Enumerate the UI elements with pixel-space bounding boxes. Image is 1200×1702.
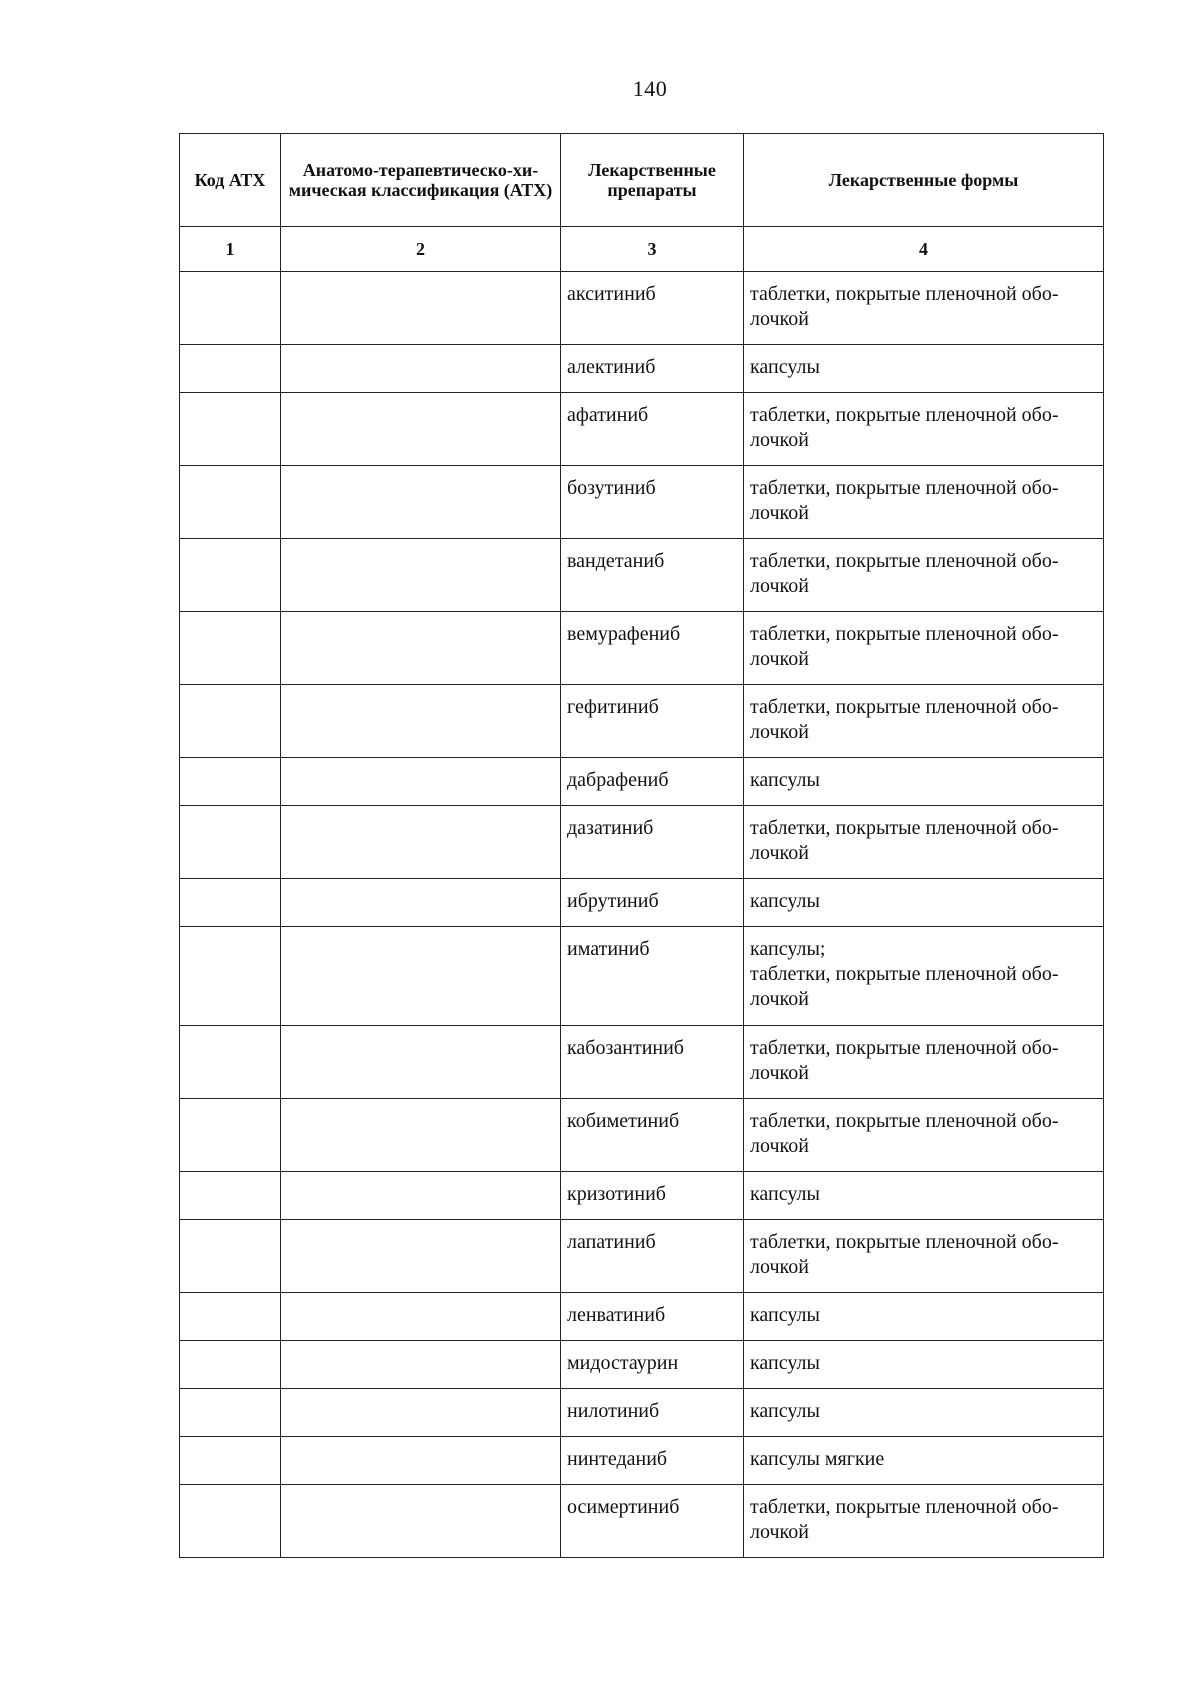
drug-name-cell: осимертиниб — [561, 1485, 744, 1558]
atc-classification-cell — [281, 685, 561, 758]
atc-code-cell — [180, 1172, 281, 1220]
dosage-form-cell: капсулы — [744, 758, 1104, 806]
table-row — [180, 272, 1104, 345]
column-number: 1 — [180, 227, 281, 272]
header-atc-classification: Анатомо-терапевтическо-хи-мическая классификация (АТХ) — [281, 134, 561, 227]
table-row — [180, 612, 1104, 685]
atc-classification-cell — [281, 539, 561, 612]
dosage-form-cell: таблетки, покрытые пленочной обо- лочкой — [744, 272, 1104, 345]
atc-classification-cell — [281, 927, 561, 1026]
table-row — [180, 1099, 1104, 1172]
drug-name-cell: иматиниб — [561, 927, 744, 1026]
table-row — [180, 879, 1104, 927]
atc-code-cell — [180, 927, 281, 1026]
table-row — [180, 1485, 1104, 1558]
dosage-form-cell: капсулы — [744, 1172, 1104, 1220]
drug-name-cell: акситиниб — [561, 272, 744, 345]
table-row — [180, 685, 1104, 758]
atc-code-cell — [180, 1389, 281, 1437]
dosage-form-cell: капсулы мягкие — [744, 1437, 1104, 1485]
dosage-form-cell: капсулы — [744, 1389, 1104, 1437]
drug-name-cell: кабозантиниб — [561, 1026, 744, 1099]
drug-name-cell: ибрутиниб — [561, 879, 744, 927]
dosage-form-cell: таблетки, покрытые пленочной обо- лочкой — [744, 466, 1104, 539]
page-number: 140 — [632, 76, 668, 101]
table-row — [180, 1341, 1104, 1389]
table-row — [180, 927, 1104, 1026]
dosage-form-cell: капсулы — [744, 1293, 1104, 1341]
drug-name-cell: дазатиниб — [561, 806, 744, 879]
atc-classification-cell — [281, 806, 561, 879]
drug-name-cell: кризотиниб — [561, 1172, 744, 1220]
drug-name-cell: алектиниб — [561, 345, 744, 393]
atc-code-cell — [180, 1099, 281, 1172]
table-row — [180, 1172, 1104, 1220]
dosage-form-cell: таблетки, покрытые пленочной обо- лочкой — [744, 1026, 1104, 1099]
atc-code-cell — [180, 879, 281, 927]
drug-name-cell: дабрафениб — [561, 758, 744, 806]
table-row — [180, 1293, 1104, 1341]
table-header — [180, 134, 1104, 227]
atc-classification-cell — [281, 272, 561, 345]
atc-code-cell — [180, 539, 281, 612]
atc-classification-cell — [281, 879, 561, 927]
atc-code-cell — [180, 345, 281, 393]
drug-name-cell: кобиметиниб — [561, 1099, 744, 1172]
column-number-row — [180, 227, 1104, 272]
atc-classification-cell — [281, 466, 561, 539]
atc-code-cell — [180, 1437, 281, 1485]
table-row — [180, 1220, 1104, 1293]
atc-code-cell — [180, 1293, 281, 1341]
header-drugs: Лекарственные препараты — [561, 134, 744, 227]
atc-classification-cell — [281, 1099, 561, 1172]
dosage-form-cell: таблетки, покрытые пленочной обо- лочкой — [744, 685, 1104, 758]
table-row — [180, 345, 1104, 393]
drug-table — [179, 133, 1104, 1558]
atc-classification-cell — [281, 1293, 561, 1341]
atc-code-cell — [180, 612, 281, 685]
atc-code-cell — [180, 1026, 281, 1099]
atc-classification-cell — [281, 1437, 561, 1485]
atc-code-cell — [180, 758, 281, 806]
header-atc-code: Код АТХ — [180, 134, 281, 227]
drug-name-cell: вандетаниб — [561, 539, 744, 612]
drug-name-cell: гефитиниб — [561, 685, 744, 758]
dosage-form-cell: капсулы; таблетки, покрытые пленочной обо- лочкой — [744, 927, 1104, 1026]
atc-classification-cell — [281, 758, 561, 806]
header-row — [180, 134, 1104, 227]
table-row — [180, 393, 1104, 466]
atc-code-cell — [180, 466, 281, 539]
dosage-form-cell: таблетки, покрытые пленочной обо- лочкой — [744, 806, 1104, 879]
column-number: 4 — [744, 227, 1104, 272]
atc-classification-cell — [281, 345, 561, 393]
table-row — [180, 758, 1104, 806]
drug-name-cell: вемурафениб — [561, 612, 744, 685]
drug-name-cell: нинтеданиб — [561, 1437, 744, 1485]
atc-code-cell — [180, 1220, 281, 1293]
table-body — [180, 227, 1104, 1558]
atc-classification-cell — [281, 1485, 561, 1558]
dosage-form-cell: таблетки, покрытые пленочной обо- лочкой — [744, 1099, 1104, 1172]
drug-name-cell: бозутиниб — [561, 466, 744, 539]
column-number: 3 — [561, 227, 744, 272]
atc-classification-cell — [281, 1220, 561, 1293]
atc-classification-cell — [281, 1026, 561, 1099]
atc-code-cell — [180, 393, 281, 466]
atc-code-cell — [180, 685, 281, 758]
table-row — [180, 1437, 1104, 1485]
drug-name-cell: афатиниб — [561, 393, 744, 466]
atc-classification-cell — [281, 1389, 561, 1437]
dosage-form-cell: таблетки, покрытые пленочной обо- лочкой — [744, 612, 1104, 685]
atc-code-cell — [180, 806, 281, 879]
dosage-form-cell: капсулы — [744, 1341, 1104, 1389]
table-row — [180, 466, 1104, 539]
table-row — [180, 1389, 1104, 1437]
dosage-form-cell: капсулы — [744, 879, 1104, 927]
atc-code-cell — [180, 272, 281, 345]
drug-name-cell: нилотиниб — [561, 1389, 744, 1437]
table-row — [180, 806, 1104, 879]
drug-name-cell: лапатиниб — [561, 1220, 744, 1293]
atc-code-cell — [180, 1341, 281, 1389]
table-row — [180, 1026, 1104, 1099]
table-row — [180, 539, 1104, 612]
dosage-form-cell: таблетки, покрытые пленочной обо- лочкой — [744, 1485, 1104, 1558]
atc-code-cell — [180, 1485, 281, 1558]
header-dosage-forms: Лекарственные формы — [744, 134, 1104, 227]
drug-name-cell: мидостаурин — [561, 1341, 744, 1389]
column-number: 2 — [281, 227, 561, 272]
atc-classification-cell — [281, 612, 561, 685]
dosage-form-cell: таблетки, покрытые пленочной обо- лочкой — [744, 1220, 1104, 1293]
atc-classification-cell — [281, 1341, 561, 1389]
atc-classification-cell — [281, 393, 561, 466]
dosage-form-cell: таблетки, покрытые пленочной обо- лочкой — [744, 539, 1104, 612]
dosage-form-cell: таблетки, покрытые пленочной обо- лочкой — [744, 393, 1104, 466]
drug-name-cell: ленватиниб — [561, 1293, 744, 1341]
atc-classification-cell — [281, 1172, 561, 1220]
dosage-form-cell: капсулы — [744, 345, 1104, 393]
